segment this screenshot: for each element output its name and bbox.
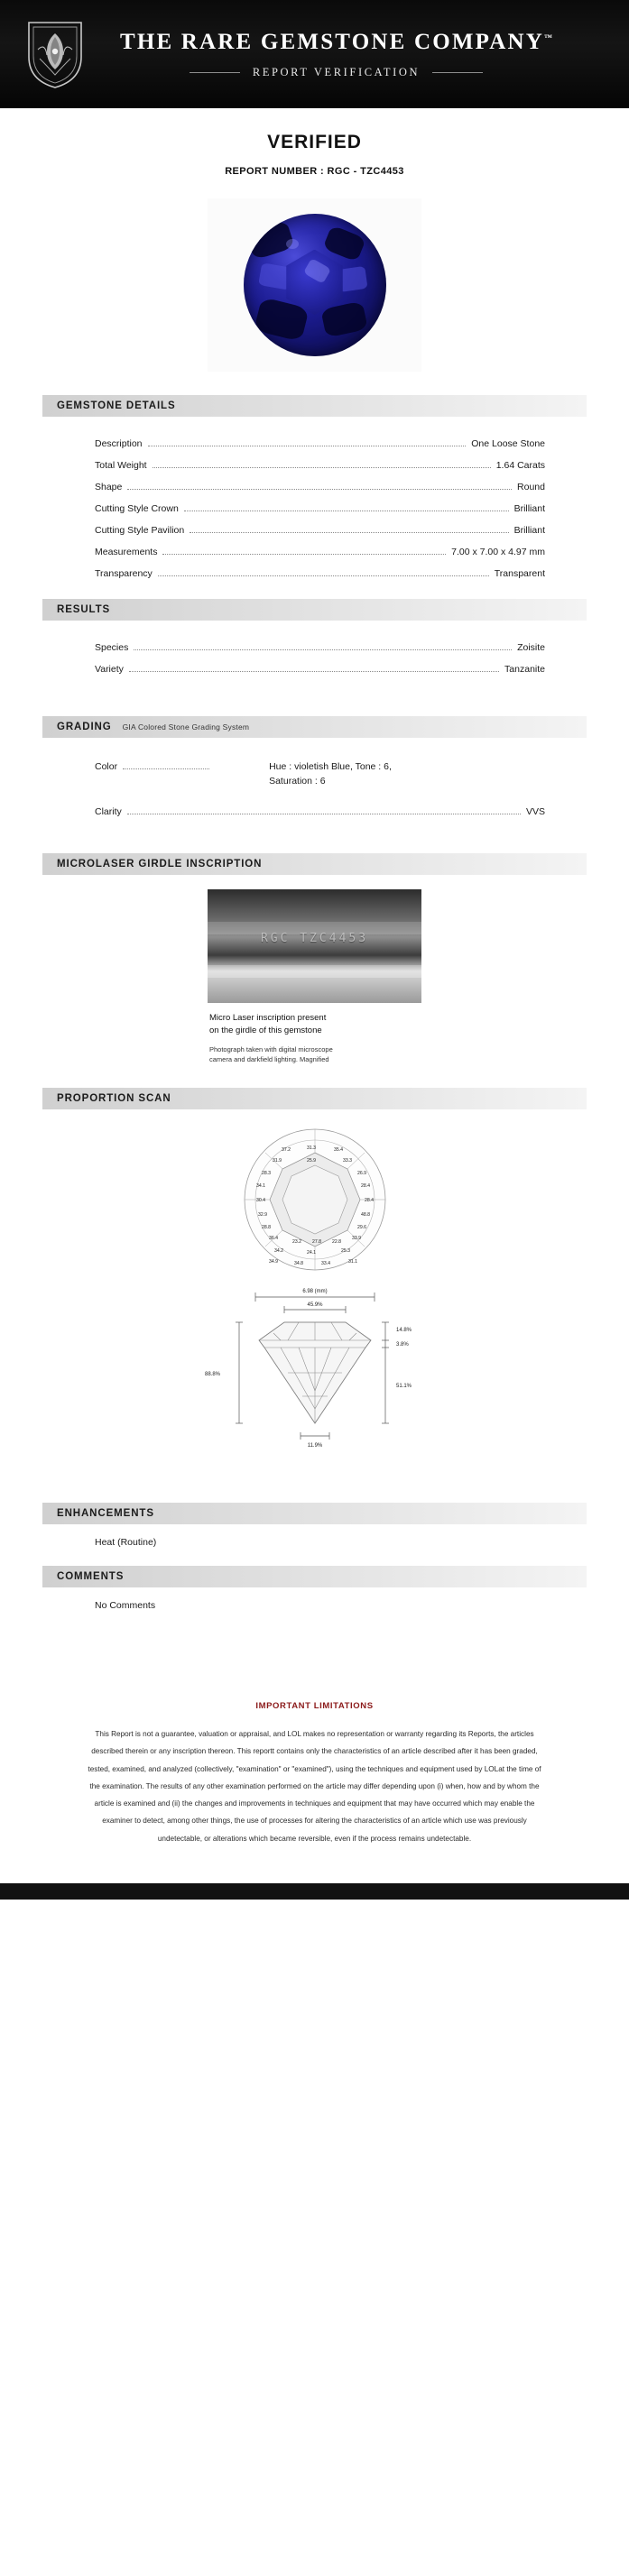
- detail-row-total-weight: [95, 455, 545, 476]
- section-title: PROPORTION SCAN: [57, 1093, 171, 1105]
- svg-text:25.3: 25.3: [340, 1248, 350, 1255]
- svg-text:33.9: 33.9: [351, 1236, 361, 1242]
- section-header-results: [42, 599, 587, 621]
- svg-text:31.1: 31.1: [347, 1259, 357, 1265]
- verified-status: VERIFIED: [267, 132, 362, 152]
- grading-value: VVS: [525, 806, 545, 817]
- shield-crest-icon: [20, 15, 90, 93]
- section-title: MICROLASER GIRDLE INSCRIPTION: [57, 859, 263, 869]
- comments-value: No Comments: [95, 1600, 156, 1612]
- proportion-side-view-diagram: [180, 1283, 450, 1454]
- svg-text:32.9: 32.9: [257, 1212, 267, 1219]
- svg-text:34.2: 34.2: [273, 1248, 283, 1255]
- proportion-top-view-diagram: [180, 1122, 450, 1277]
- report-verification-label: REPORT VERIFICATION: [252, 65, 421, 78]
- result-value: Zoisite: [517, 642, 545, 653]
- detail-value: Round: [517, 482, 545, 492]
- crown-height-label: 14.8%: [395, 1328, 412, 1334]
- svg-text:27.8: 27.8: [311, 1239, 321, 1246]
- section-header-grading: [42, 716, 587, 738]
- company-name-text: THE RARE GEMSTONE COMPANY: [119, 29, 545, 54]
- svg-text:28.3: 28.3: [261, 1171, 271, 1177]
- section-title: ENHANCEMENTS: [57, 1508, 154, 1520]
- inscription-note: [208, 1044, 421, 1065]
- svg-text:34.9: 34.9: [268, 1259, 278, 1265]
- dot-leader: [134, 649, 512, 650]
- detail-value: Brilliant: [513, 525, 545, 536]
- result-label: Variety: [95, 664, 124, 675]
- proportion-scan-block: [42, 1109, 587, 1454]
- dot-leader: [129, 671, 499, 672]
- section-title: GRADING: [57, 722, 112, 732]
- result-value: Tanzanite: [504, 664, 545, 675]
- svg-text:22.8: 22.8: [331, 1239, 341, 1246]
- limitations-title: IMPORTANT LIMITATIONS: [255, 1701, 374, 1712]
- dot-leader: [158, 575, 489, 576]
- subtitle-divider-left: [190, 72, 240, 73]
- detail-row-cutting-style-pavilion: [95, 520, 545, 541]
- inscription-caption-line1: Micro Laser inscription present: [209, 1013, 327, 1023]
- report-number: REPORT NUMBER : RGC - TZC4453: [225, 166, 404, 177]
- detail-label: Transparency: [95, 568, 153, 579]
- limitations-body: This Report is not a guarantee, valuation or appraisal, and LOL makes no representation or warranty regarding its Reports, the articles described therein or any inscription thereon. This reportt contains only the characteristics of an article described after it has been graded, tested, examined, and analyzed (collectively, "examination" or "examined"), using the techniques and equipment used by LOLat the time of the examination. The results of any other examination performed on the article may differ depending upon (i) when, how and by whom the article is examined and (ii) the changes and improvements in techniques and equipment that may have occurred which may enable the examiner to detect, among other things, the use of processes for altering the characteristics of an article which use was previously undetectable, or alterations which became reversible, even if the process remains undetectable.: [88, 1730, 541, 1843]
- grading-system-label: GIA Colored Stone Grading System: [122, 722, 250, 731]
- footer-strip: [0, 1883, 629, 1900]
- svg-text:24.1: 24.1: [306, 1250, 316, 1256]
- svg-text:29.6: 29.6: [356, 1225, 366, 1231]
- inscription-block: [42, 875, 587, 1064]
- svg-text:26.9: 26.9: [356, 1171, 366, 1177]
- dot-leader: [127, 489, 512, 490]
- svg-text:37.2: 37.2: [281, 1147, 291, 1154]
- section-header-gemstone-details: [42, 395, 587, 417]
- grading-row-clarity: [95, 801, 545, 823]
- subtitle-divider-right: [432, 72, 483, 73]
- svg-text:31.3: 31.3: [306, 1145, 316, 1152]
- detail-row-transparency: [95, 563, 545, 584]
- svg-text:25.9: 25.9: [306, 1158, 316, 1164]
- grading-list: [42, 738, 587, 823]
- detail-value: Transparent: [494, 568, 545, 579]
- important-limitations-block: [42, 1674, 587, 1871]
- detail-row-measurements: [95, 541, 545, 563]
- diameter-label: 6.98 (mm): [301, 1289, 328, 1295]
- inscription-photo: [208, 889, 421, 1003]
- detail-value: Brilliant: [513, 503, 545, 514]
- gemstone-image: [244, 214, 386, 356]
- color-saturation: Saturation : 6: [269, 776, 326, 787]
- detail-label: Cutting Style Pavilion: [95, 525, 185, 536]
- section-header-proportion-scan: [42, 1088, 587, 1109]
- inscription-engraved-text: RGC TZC4453: [260, 932, 369, 945]
- gemstone-photo-container: [0, 198, 629, 372]
- section-header-comments: [42, 1566, 587, 1587]
- dot-leader: [190, 532, 508, 533]
- detail-value: 1.64 Carats: [495, 460, 545, 471]
- svg-text:34.8: 34.8: [293, 1261, 303, 1267]
- section-header-enhancements: [42, 1503, 587, 1524]
- dot-leader: [153, 467, 491, 468]
- results-list: [42, 621, 587, 685]
- dot-leader: [162, 554, 446, 555]
- detail-label: Shape: [95, 482, 123, 492]
- table-percent-label: 45.9%: [306, 1302, 323, 1309]
- svg-text:23.2: 23.2: [291, 1239, 301, 1246]
- svg-text:48.8: 48.8: [360, 1212, 370, 1219]
- svg-text:28.4: 28.4: [360, 1183, 370, 1190]
- pavilion-depth-label: 51.1%: [395, 1384, 412, 1390]
- verified-block: [0, 108, 629, 184]
- svg-text:30.4: 30.4: [255, 1198, 265, 1204]
- total-depth-label: 88.8%: [204, 1372, 220, 1378]
- inscription-caption-line2: on the girdle of this gemstone: [209, 1025, 322, 1035]
- svg-text:33.3: 33.3: [342, 1158, 352, 1164]
- result-row-species: [95, 637, 545, 658]
- gemstone-details-list: [42, 417, 587, 590]
- inscription-caption: [208, 1012, 421, 1037]
- detail-row-description: [95, 433, 545, 455]
- detail-value: 7.00 x 7.00 x 4.97 mm: [451, 547, 545, 557]
- svg-text:31.9: 31.9: [272, 1158, 282, 1164]
- svg-text:34.1: 34.1: [255, 1183, 265, 1190]
- trademark-symbol: ™: [544, 32, 553, 42]
- culet-width-label: 11.9%: [307, 1443, 322, 1449]
- detail-row-shape: [95, 476, 545, 498]
- grading-color-values: [269, 759, 392, 788]
- grading-label: Color: [95, 761, 118, 772]
- detail-label: Measurements: [95, 547, 158, 557]
- result-label: Species: [95, 642, 129, 653]
- section-title: COMMENTS: [57, 1571, 125, 1583]
- dot-leader: [123, 768, 209, 769]
- svg-text:35.4: 35.4: [333, 1147, 343, 1154]
- header-subtitle: [99, 66, 573, 79]
- section-title: RESULTS: [57, 604, 111, 615]
- grading-label: Clarity: [95, 806, 122, 817]
- detail-row-cutting-style-crown: [95, 498, 545, 520]
- inscription-note-line1: Photograph taken with digital microscope: [209, 1044, 333, 1053]
- svg-text:28.4: 28.4: [364, 1198, 374, 1204]
- company-name: [120, 30, 552, 55]
- color-hue-tone: Hue : violetish Blue, Tone : 6,: [269, 761, 392, 772]
- grading-row-color: [95, 754, 545, 794]
- report-header: [0, 0, 629, 108]
- svg-text:33.4: 33.4: [320, 1261, 330, 1267]
- detail-value: One Loose Stone: [471, 438, 545, 449]
- section-title: GEMSTONE DETAILS: [57, 400, 176, 411]
- detail-label: Description: [95, 438, 143, 449]
- detail-label: Cutting Style Crown: [95, 503, 179, 514]
- svg-text:28.8: 28.8: [261, 1225, 271, 1231]
- svg-text:36.4: 36.4: [268, 1236, 278, 1242]
- gemstone-photo: [208, 198, 421, 372]
- girdle-thickness-label: 3.8%: [395, 1342, 409, 1348]
- result-row-variety: [95, 658, 545, 680]
- enhancements-value: Heat (Routine): [95, 1537, 157, 1549]
- detail-label: Total Weight: [95, 460, 147, 471]
- section-header-microlaser-inscription: [42, 853, 587, 875]
- inscription-note-line2: camera and darkfield lighting. Magnified: [209, 1054, 329, 1063]
